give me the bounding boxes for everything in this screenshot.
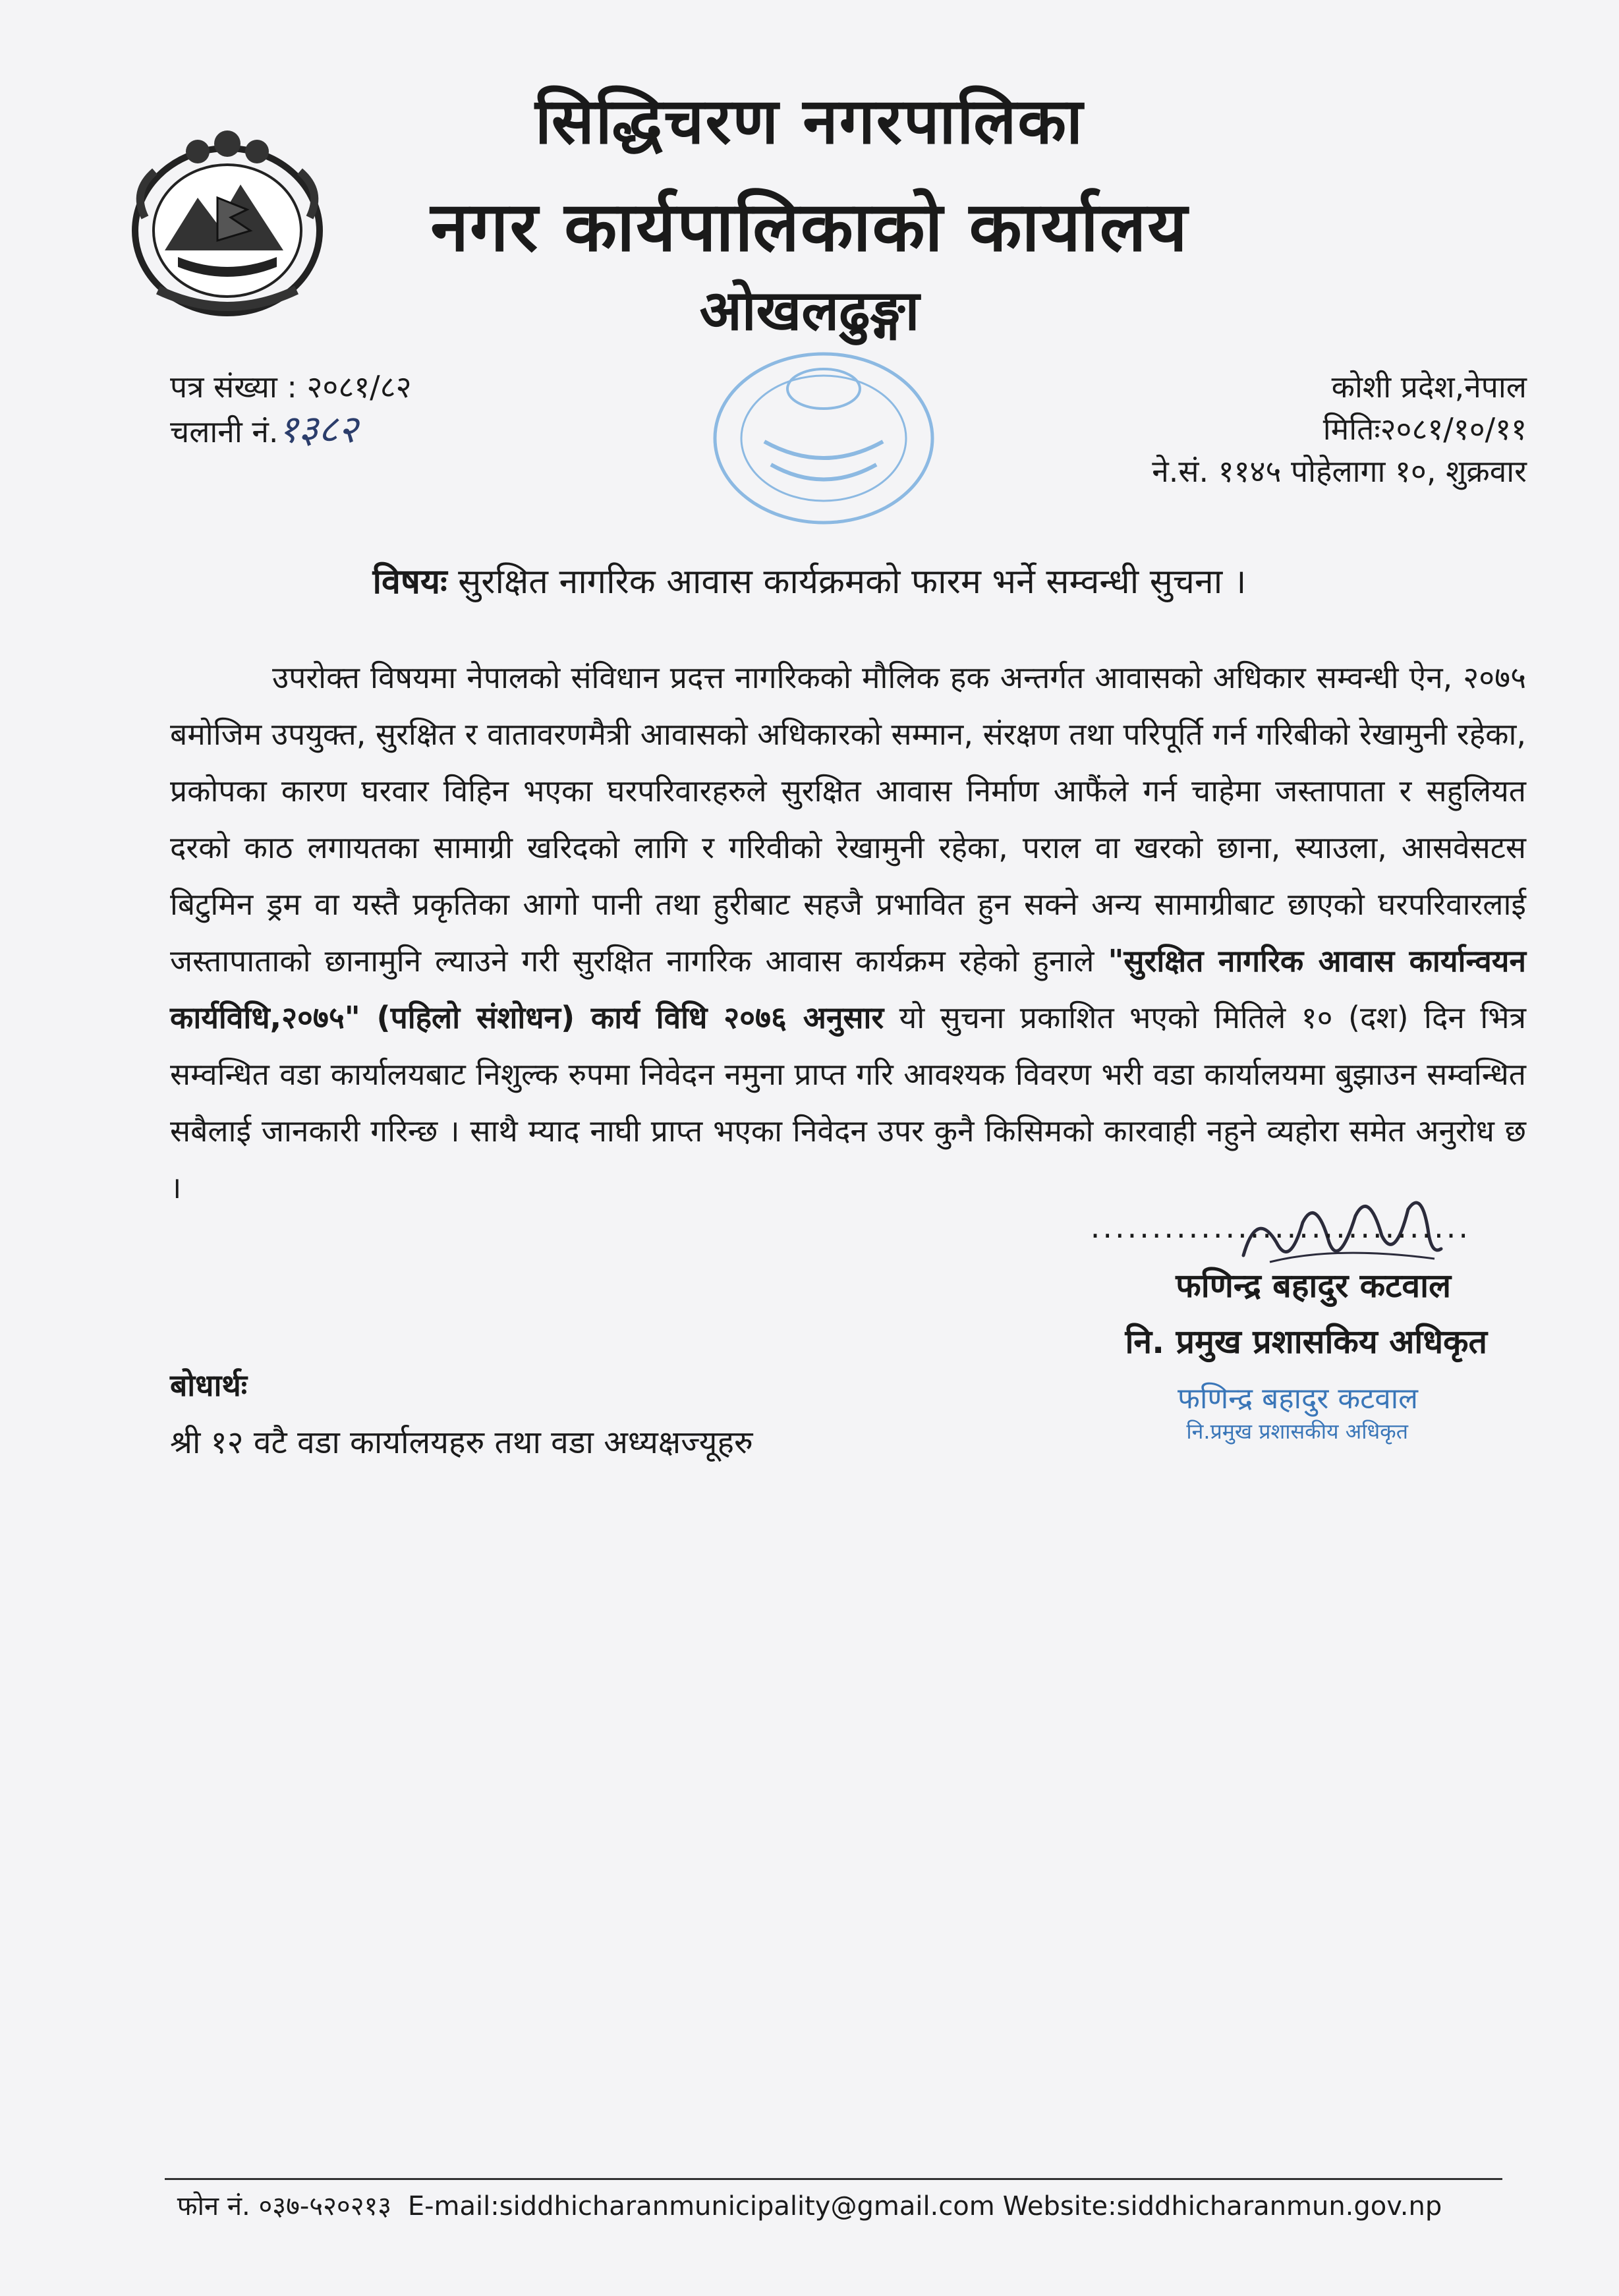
reference-number: पत्र संख्या : २०८१/८२: [170, 369, 412, 405]
title-stamp: नि.प्रमुख प्रशासकीय अधिकृत: [1186, 1419, 1408, 1444]
signature-line: ...............................: [1090, 1209, 1471, 1245]
office-name: नगर कार्यपालिकाको कार्यालय: [430, 187, 1189, 267]
nepal-sambat-date: ने.सं. ११४५ पोहेलागा १०, शुक्रवार: [1152, 453, 1527, 489]
letter-body: [170, 649, 1526, 1216]
signatory-title: नि. प्रमुख प्रशासकिय अधिकृत: [1125, 1323, 1487, 1361]
district-name: ओखलढुङ्गा: [699, 278, 920, 343]
cc-recipients: श्री १२ वटै वडा कार्यालयहरु तथा वडा अध्यक्षज्यूहरु: [170, 1424, 753, 1461]
dispatch-label: चलानी नं.: [170, 414, 279, 449]
body-bold-reference: "सुरक्षित नागरिक आवास कार्यान्वयन कार्यविधि,२०७५" (पहिलो संशोधन) कार्य विधि २०७६ अनुसार: [170, 943, 1526, 1035]
footer-email: E-mail:siddhicharanmunicipality@gmail.com: [407, 2191, 995, 2222]
name-stamp: फणिन्द्र बहादुर कटवाल: [1178, 1382, 1418, 1416]
subject-line: [0, 557, 1619, 604]
footer-phone: फोन नं. ०३७-५२०२१३: [177, 2191, 392, 2222]
office-seal-stamp: [698, 343, 949, 534]
dispatch-number-row: [170, 408, 412, 453]
dispatch-number: १३८२: [278, 407, 358, 451]
cc-label: बोधार्थः: [170, 1367, 248, 1403]
subject-label: विषयः: [372, 562, 447, 602]
letter-reference-block: [170, 366, 412, 453]
body-part-2: यो सुचना प्रकाशित भएको मितिले १० (दश) दिन भित्र सम्वन्धित वडा कार्यालयबाट निशुल्क रुपमा निवेदन नमुना प्राप्त गरि आवश्यक विवरण भरी वडा कार्यालयमा बुझाउन सम्वन्धित सबैलाई जानकारी गरिन्छ । साथै म्याद नाघी प्राप्त भएका निवेदन उपर कुनै किसिमको कारवाही नहुने व्यहोरा समेत अनुरोध छ ।: [170, 1000, 1526, 1205]
province: कोशी प्रदेश,नेपाल: [1331, 369, 1527, 405]
letter-date: मितिः२०८१/१०/११: [1322, 411, 1527, 447]
footer-divider: [165, 2178, 1502, 2180]
footer-contact: [0, 2187, 1619, 2223]
footer-website: Website:siddhicharanmun.gov.np: [1002, 2191, 1442, 2222]
date-block: [1152, 366, 1527, 492]
subject-text: सुरक्षित नागरिक आवास कार्यक्रमको फारम भर्ने सम्वन्धी सुचना ।: [458, 562, 1247, 602]
signatory-name: फणिन्द्र बहादुर कटवाल: [1176, 1267, 1451, 1305]
municipality-name: सिद्धिचरण नगरपालिका: [535, 84, 1084, 158]
body-part-1: उपरोक्त विषयमा नेपालको संविधान प्रदत्त नागरिकको मौलिक हक अन्तर्गत आवासको अधिकार सम्वन्धी ऐन, २०७५ बमोजिम उपयुक्त, सुरक्षित र वातावरणमैत्री आवासको अधिकारको सम्मान, संरक्षण तथा परिपूर्ति गर्न गरिबीको रेखामुनी रहेका, प्रकोपका कारण घरवार विहिन भएका घरपरिवारहरुले सुरक्षित आवास निर्माण आफैंले गर्न चाहेमा जस्तापाता र सहुलियत दरको काठ लगायतका सामाग्री खरिदको लागि र गरिवीको रेखामुनी रहेका, पराल वा खरको छाना, स्याउला, आसवेसटस बिटुमिन ड्रम वा यस्तै प्रकृतिका आगो पानी तथा हुरीबाट सहजै प्रभावित हुन सक्ने अन्य सामाग्रीबाट छाएको घरपरिवारलाई जस्तापाताको छानामुनि ल्याउने गरी सुरक्षित नागरिक आवास कार्यक्रम रहेको हुनाले: [170, 660, 1526, 979]
